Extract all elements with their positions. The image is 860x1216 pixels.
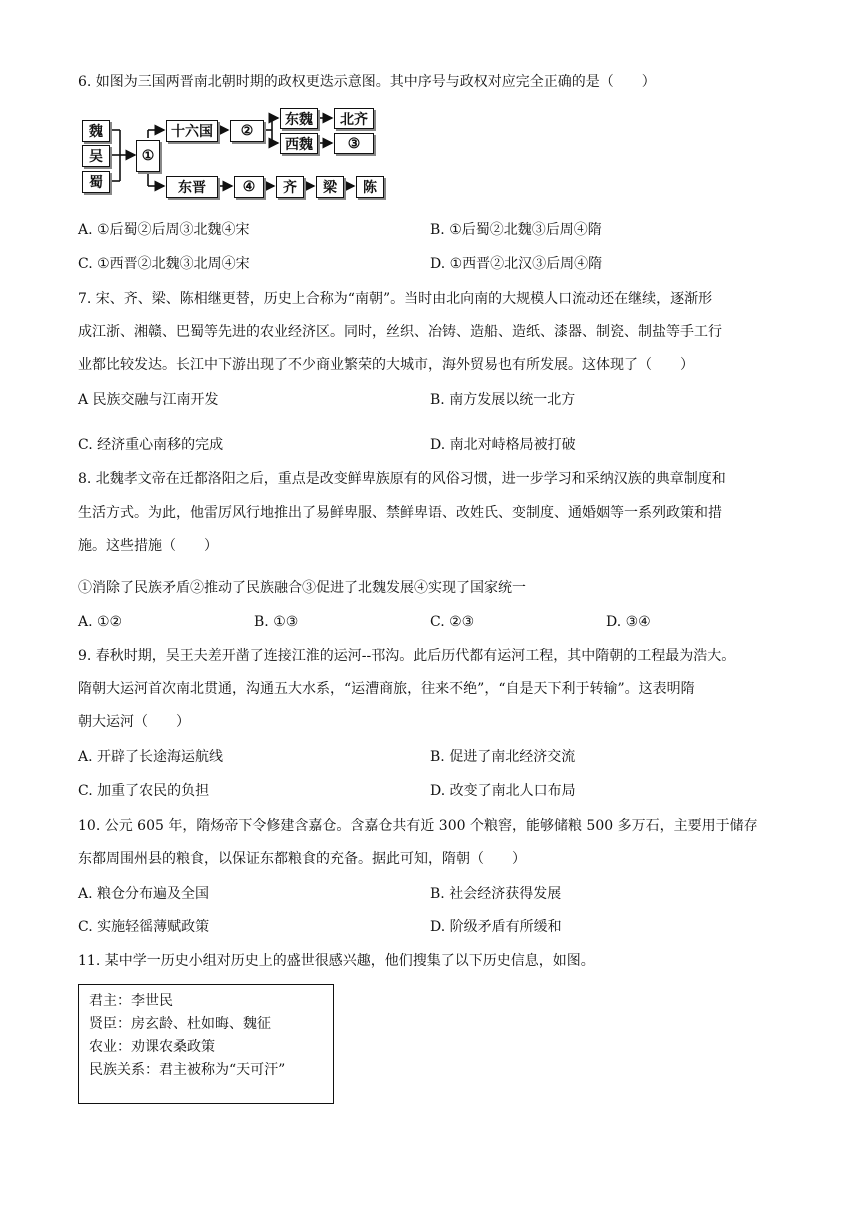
q11-info-agriculture: 农业：劝课农桑政策	[89, 1039, 215, 1055]
diagram-box-wu: 吴	[82, 145, 110, 167]
q8-stem-line-1: 8. 北魏孝文帝在迁都洛阳之后，重点是改变鲜卑族原有的风俗习惯，进一步学习和采纳汉族的典章制度和	[78, 471, 726, 487]
q10-stem-line-1: 10. 公元 605 年，隋炀帝下令修建含嘉仓。含嘉仓共有近 300 个粮窖，能够储粮 500 多万石，主要用于储存	[78, 818, 758, 834]
q10-option-a[interactable]: A. 粮仓分布遍及全国	[78, 886, 210, 902]
q9-option-d[interactable]: D. 改变了南北人口布局	[430, 783, 576, 799]
q6-option-d[interactable]: D. ①西晋②北汉③后周④隋	[430, 256, 603, 272]
diagram-box-2: ②	[230, 120, 264, 142]
q9-stem-line-1: 9. 春秋时期，吴王夫差开凿了连接江淮的运河--邗沟。此后历代都有运河工程，其中隋朝的工程最为浩大。	[78, 648, 736, 664]
q9-stem-line-2: 隋朝大运河首次南北贯通，沟通五大水系，“运漕商旅，往来不绝”，“自是天下利于转输”。这表明隋	[78, 681, 695, 697]
diagram-box-east-wei: 东魏	[280, 108, 318, 129]
diagram-box-eastern-jin: 东晋	[166, 176, 218, 198]
q10-option-d[interactable]: D. 阶级矛盾有所缓和	[430, 919, 562, 935]
diagram-box-sixteen-kingdoms: 十六国	[166, 120, 218, 142]
diagram-box-wei: 魏	[82, 120, 110, 142]
diagram-box-qi: 齐	[276, 176, 304, 198]
q7-option-d[interactable]: D. 南北对峙格局被打破	[430, 437, 576, 453]
q7-option-c[interactable]: C. 经济重心南移的完成	[78, 437, 224, 453]
q9-option-c[interactable]: C. 加重了农民的负担	[78, 783, 210, 799]
q7-stem-line-2: 成江浙、湘赣、巴蜀等先进的农业经济区。同时，丝织、冶铸、造船、造纸、漆器、制瓷、制盐等手工行	[78, 324, 722, 340]
q6-option-b[interactable]: B. ①后蜀②北魏③后周④隋	[430, 222, 602, 238]
q8-statements: ①消除了民族矛盾②推动了民族融合③促进了北魏发展④实现了国家统一	[78, 580, 526, 596]
q11-stem: 11. 某中学一历史小组对历史上的盛世很感兴趣，他们搜集了以下历史信息，如图。	[78, 953, 595, 969]
diagram-box-4: ④	[234, 176, 264, 198]
q9-option-a[interactable]: A. 开辟了长途海运航线	[78, 749, 224, 765]
q9-option-b[interactable]: B. 促进了南北经济交流	[430, 749, 576, 765]
q8-option-b[interactable]: B. ①③	[254, 614, 299, 630]
q7-option-a[interactable]: A 民族交融与江南开发	[78, 392, 219, 408]
q7-stem-line-3: 业都比较发达。长江中下游出现了不少商业繁荣的大城市，海外贸易也有所发展。这体现了（ ）	[78, 357, 694, 373]
diagram-box-northern-qi: 北齐	[334, 108, 374, 129]
q11-info-ethnic-relations: 民族关系：君主被称为“天可汗”	[89, 1062, 286, 1078]
q7-stem-line-1: 7. 宋、齐、梁、陈相继更替，历史上合称为“南朝”。当时由北向南的大规模人口流动还在继续，逐渐形	[78, 291, 713, 307]
q6-option-a[interactable]: A. ①后蜀②后周③北魏④宋	[78, 222, 250, 238]
q8-stem-line-2: 生活方式。为此，他雷厉风行地推出了易鲜卑服、禁鲜卑语、改姓氏、变制度、通婚姻等一系列政策和措	[78, 505, 722, 521]
q10-option-b[interactable]: B. 社会经济获得发展	[430, 886, 562, 902]
diagram-box-3: ③	[334, 133, 374, 154]
q8-option-a[interactable]: A. ①②	[78, 614, 123, 630]
q9-stem-line-3: 朝大运河（ ）	[78, 714, 190, 730]
diagram-box-shu: 蜀	[82, 171, 110, 193]
q11-info-ruler: 君主：李世民	[89, 993, 173, 1009]
diagram-box-liang: 梁	[316, 176, 344, 198]
diagram-box-west-wei: 西魏	[280, 133, 318, 154]
q6-option-c[interactable]: C. ①西晋②北魏③北周④宋	[78, 256, 250, 272]
q8-option-c[interactable]: C. ②③	[430, 614, 475, 630]
q6-stem: 6. 如图为三国两晋南北朝时期的政权更迭示意图。其中序号与政权对应完全正确的是（ ）	[78, 74, 656, 90]
diagram-box-chen: 陈	[356, 176, 384, 198]
q10-option-c[interactable]: C. 实施轻徭薄赋政策	[78, 919, 210, 935]
diagram-box-1: ①	[136, 140, 160, 172]
q11-info-ministers: 贤臣：房玄龄、杜如晦、魏征	[89, 1016, 271, 1032]
q7-option-b[interactable]: B. 南方发展以统一北方	[430, 392, 576, 408]
q10-stem-line-2: 东都周围州县的粮食，以保证东都粮食的充备。据此可知，隋朝（ ）	[78, 851, 526, 867]
q11-info-box	[78, 984, 334, 1104]
q8-option-d[interactable]: D. ③④	[606, 614, 651, 630]
q8-stem-line-3: 施。这些措施（ ）	[78, 538, 218, 554]
